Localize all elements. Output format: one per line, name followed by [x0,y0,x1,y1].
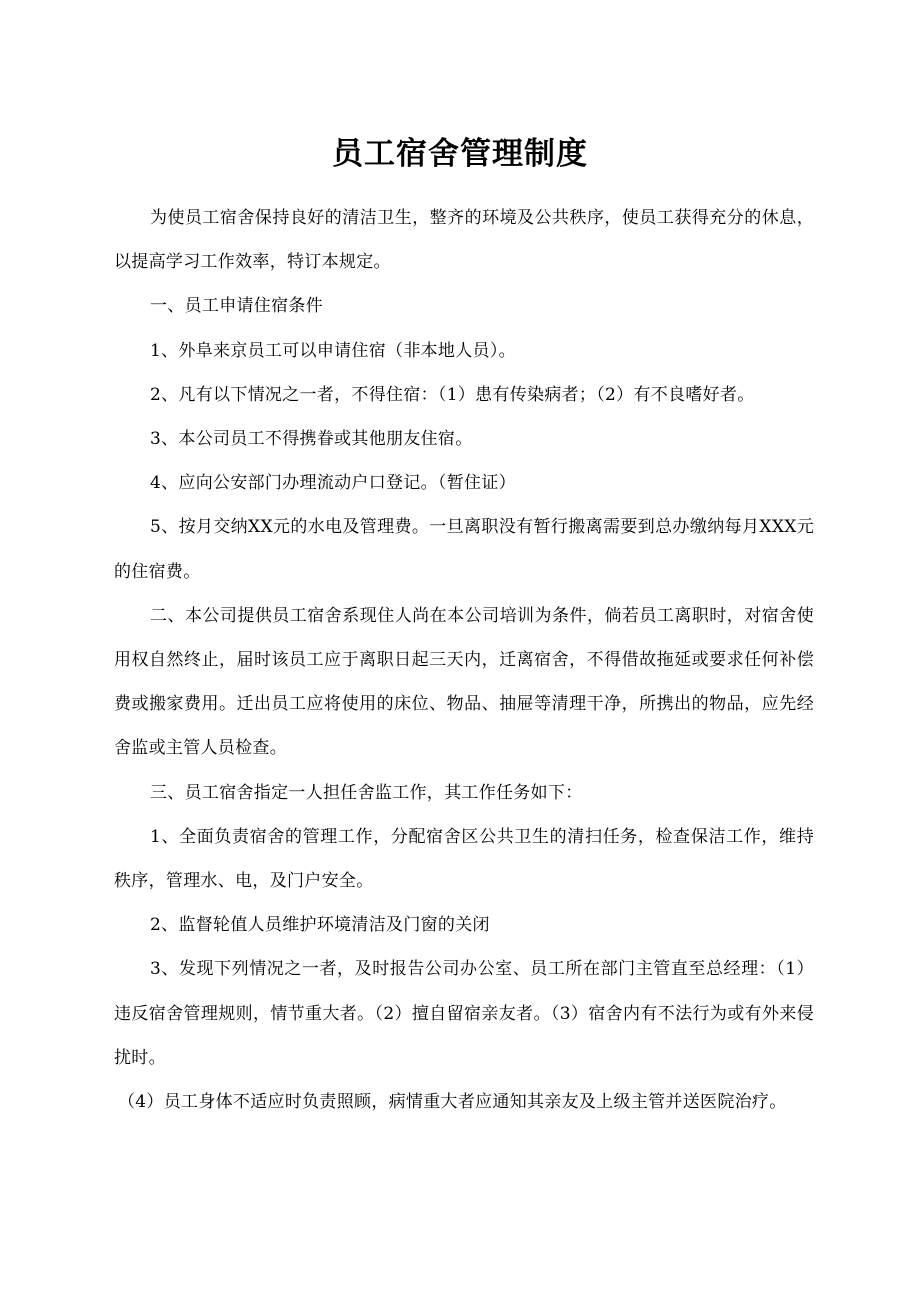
paragraph-3-3: 3、发现下列情况之一者，及时报告公司办公室、员工所在部门主管直至总经理：（1）违反宿舍管理规则，情节重大者。（2）擅自留宿亲友者。（3）宿舍内有不法行为或有外来侵扰时。 [114,959,814,1068]
document-title: 员工宿舍管理制度 [332,136,588,172]
section-heading-1: 一、员工申请住宿条件 [150,296,323,317]
paragraph-1-3: 3、本公司员工不得携眷或其他朋友住宿。 [150,429,473,450]
paragraph-3-3-item-4: （4）员工身体不适应时负责照顾，病情重大者应通知其亲友及上级主管并送医院治疗。 [118,1092,787,1113]
paragraph-3-1: 1、全面负责宿舍的管理工作，分配宿舍区公共卫生的清扫任务，检查保洁工作，维持秩序，管理水、电，及门户安全。 [114,826,814,892]
section-2: 二、本公司提供员工宿舍系现住人尚在本公司培训为条件，倘若员工离职时，对宿舍使用权自然终止，届时该员工应于离职日起三天内，迁离宿舍，不得借故拖延或要求任何补偿费或搬家费用。迁出员工应将使用的床位、物品、抽屉等清理干净，所携出的物品，应先经舍监或主管人员检查。 [114,605,814,759]
paragraph-1-1: 1、外阜来京员工可以申请住宿（非本地人员）。 [150,340,516,361]
paragraph-1-5: 5、按月交纳XX元的水电及管理费。一旦离职没有暂行搬离需要到总办缴纳每月XXX元的住宿费。 [114,517,814,582]
paragraph-3-2: 2、监督轮值人员维护环境清洁及门窗的关闭 [150,915,490,936]
document-body [114,196,814,1124]
section-heading-3: 三、员工宿舍指定一人担任舍监工作，其工作任务如下： [150,782,583,803]
paragraph-intro: 为使员工宿舍保持良好的清洁卫生，整齐的环境及公共秩序，使员工获得充分的休息，以提高学习工作效率，特订本规定。 [114,208,814,273]
paragraph-1-4: 4、应向公安部门办理流动户口登记。（暂住证） [150,473,516,494]
paragraph-1-2: 2、凡有以下情况之一者，不得住宿：（1）患有传染病者；（2）有不良嗜好者。 [150,384,755,405]
